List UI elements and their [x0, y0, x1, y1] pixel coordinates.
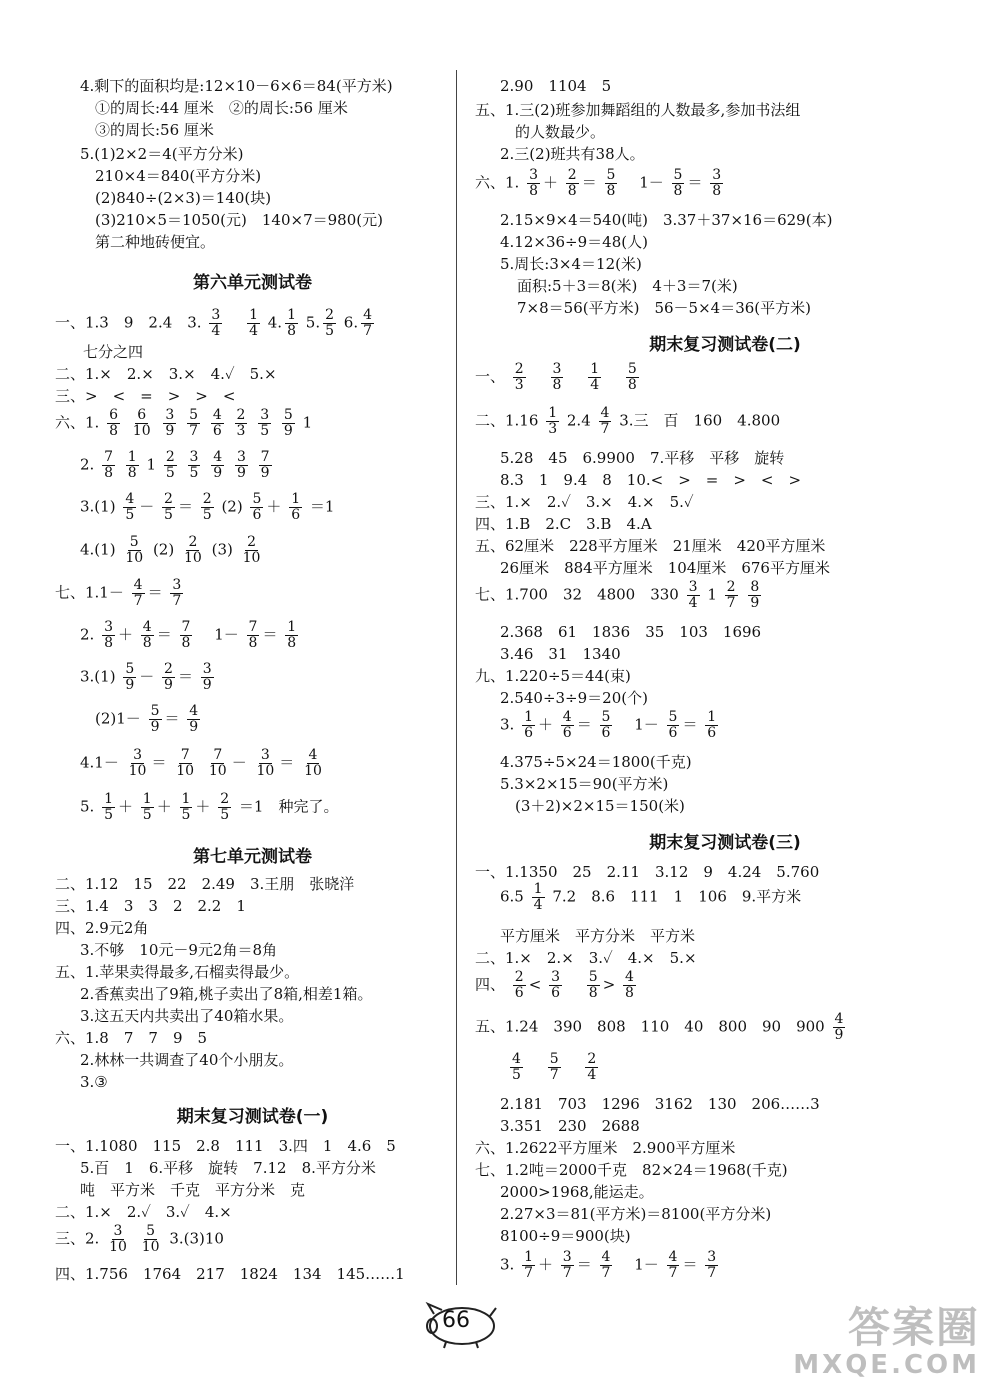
answer-line: 四、 $\frac{2}{6}$ < $\frac{3}{6}$ $\frac{5}{8}$ > $\frac{4}{8}$ [475, 969, 634, 1001]
answer-line: 2. $\frac{7}{8}$ $\frac{1}{8}$ 1 $\frac{2}{5}$ $\frac{3}{5}$ $\frac{4}{9}$ $\frac{3}{9}$ $\frac{7}{9}$ [80, 449, 270, 481]
section-heading: 期末复习测试卷(三) [649, 833, 801, 853]
answer-line: 5.(1)2×2＝4(平方分米) [80, 145, 244, 163]
answer-line: 七、1.700 32 4800 330 $\frac{3}{4}$ 1 $\frac{2}{7}$ $\frac{8}{9}$ [475, 579, 760, 611]
answer-line: 4.375÷5×24＝1800(千克) [500, 753, 692, 771]
answer-line: 3. $\frac{1}{6}$ ＋ $\frac{4}{6}$ ＝ $\frac{5}{6}$ 1－ $\frac{5}{6}$ ＝ $\frac{1}{6}$ [500, 709, 717, 741]
answer-line: 3.这五天内共卖出了40箱水果。 [80, 1007, 294, 1025]
section-heading: 第七单元测试卷 [193, 847, 312, 867]
answer-line: 四、1.B 2.C 3.B 4.A [475, 515, 652, 533]
answer-line: 7×8＝56(平方米) 56－5×4＝36(平方米) [517, 299, 811, 317]
answer-line: 六、1.8 7 7 9 5 [55, 1029, 208, 1047]
answer-line: 3.③ [80, 1073, 108, 1091]
answer-line: 5.周长:3×4＝12(米) [500, 255, 642, 273]
answer-line: 六、1. $\frac{6}{8}$ $\frac{6}{10}$ $\frac{3}{9}$ $\frac{5}{7}$ $\frac{4}{6}$ $\frac{2}{3}$ $\frac{3}{5}$ $\frac{5}{9}$ 1 [55, 407, 313, 439]
answer-line: 二、1.16 $\frac{1}{3}$ 2.4 $\frac{4}{7}$ 3.三 百 160 4.800 [475, 405, 781, 437]
answer-line: $\frac{4}{5}$ $\frac{5}{7}$ $\frac{2}{4}$ [512, 1051, 597, 1083]
answer-line: 4.1－ $\frac{3}{10}$ ＝ $\frac{7}{10}$ $\frac{7}{10}$ － $\frac{3}{10}$ ＝ $\frac{4}{10}$ [80, 747, 322, 779]
answer-line: ①的周长:44 厘米 ②的周长:56 厘米 [95, 99, 348, 117]
answer-line: 210×4＝840(平方分米) [95, 167, 262, 185]
answer-line: 三、> < = > > < [55, 387, 236, 405]
page-number: 66 [442, 1308, 470, 1333]
page-number-badge [420, 1300, 500, 1350]
answer-line: 二、1.× 2.✓ 3.✓ 4.× [55, 1203, 232, 1221]
answer-line: 二、1.× 2.× 3.× 4.✓ 5.× [55, 365, 277, 383]
answer-line: 5.28 45 6.9900 7.平移 平移 旋转 [500, 449, 785, 467]
answer-line: 一、 $\frac{2}{3}$ $\frac{3}{8}$ $\frac{1}{4}$ $\frac{5}{8}$ [475, 361, 637, 393]
answer-line: 3.351 230 2688 [500, 1117, 640, 1135]
answer-line: 8100÷9＝900(块) [500, 1227, 631, 1245]
answer-line: 六、1.2622平方厘米 2.900平方厘米 [475, 1139, 736, 1157]
answer-line: 一、1.1350 25 2.11 3.12 9 4.24 5.760 [475, 863, 820, 881]
answer-line: 五、1.苹果卖得最多,石榴卖得最少。 [55, 963, 300, 981]
answer-line: 第二种地砖便宜。 [95, 233, 216, 251]
watermark-bottom: MXQE.COM [793, 1350, 980, 1380]
answer-line: 四、1.756 1764 217 1824 134 145……1 [55, 1265, 405, 1283]
column-divider [456, 70, 457, 1285]
answer-line: 2.三(2)班共有38人。 [500, 145, 645, 163]
answer-line: 3.46 31 1340 [500, 645, 621, 663]
answer-line: 26厘米 884平方厘米 104厘米 676平方厘米 [500, 559, 830, 577]
answer-line: 2.540÷3÷9＝20(个) [500, 689, 648, 707]
answer-line: 2.90 1104 5 [500, 77, 612, 95]
section-heading: 期末复习测试卷(二) [649, 335, 801, 355]
answer-line: (3＋2)×2×15＝150(米) [515, 797, 685, 815]
answer-line: 6.5 $\frac{1}{4}$ 7.2 8.6 111 1 106 9.平方米 [500, 881, 802, 913]
answer-line: 七、1.2吨＝2000千克 82×24＝1968(千克) [475, 1161, 788, 1179]
answer-line: 平方厘米 平方分米 平方米 [500, 927, 696, 945]
answer-line: 8.3 1 9.4 8 10.< > = > < > [500, 471, 802, 489]
answer-line: 4.剩下的面积均是:12×10－6×6＝84(平方米) [80, 77, 393, 95]
answer-line: 二、1.12 15 22 2.49 3.王朋 张晓洋 [55, 875, 355, 893]
answer-line: 4.12×36÷9＝48(人) [500, 233, 648, 251]
answer-line: 3.(1) $\frac{4}{5}$ － $\frac{2}{5}$ ＝ $\frac{2}{5}$ (2) $\frac{5}{6}$ ＋ $\frac{1}{6}$ ＝1 [80, 491, 335, 523]
answer-line: 3. $\frac{1}{7}$ ＋ $\frac{3}{7}$ ＝ $\frac{4}{7}$ 1－ $\frac{4}{7}$ ＝ $\frac{3}{7}$ [500, 1249, 717, 1281]
answer-line: 2.香蕉卖出了9箱,桃子卖出了8箱,相差1箱。 [80, 985, 373, 1003]
answer-line: 一、1.1080 115 2.8 111 3.四 1 4.6 5 [55, 1137, 396, 1155]
answer-line: 3.不够 10元－9元2角＝8角 [80, 941, 278, 959]
answer-line: 七分之四 [83, 343, 144, 361]
answer-line: 三、1.4 3 3 2 2.2 1 [55, 897, 246, 915]
answer-line: 5.百 1 6.平移 旋转 7.12 8.平方分米 [80, 1159, 376, 1177]
answer-line: 2.181 703 1296 3162 130 206……3 [500, 1095, 820, 1113]
answer-line: 五、62厘米 228平方厘米 21厘米 420平方厘米 [475, 537, 826, 555]
answer-line: (2)840÷(2×3)＝140(块) [95, 189, 272, 207]
answer-line: 面积:5＋3＝8(米) 4＋3＝7(米) [517, 277, 738, 295]
answer-line: 九、1.220÷5＝44(束) [475, 667, 631, 685]
answer-line: 2.林林一共调查了40个小朋友。 [80, 1051, 294, 1069]
answer-line: 一、1.3 9 2.4 3. $\frac{3}{4}$ $\frac{1}{4}$ 4. $\frac{1}{8}$ 5. $\frac{2}{5}$ 6. $\frac{4}{7}$ [55, 307, 373, 339]
answer-line: 2.27×3＝81(平方米)＝8100(平方分米) [500, 1205, 772, 1223]
answer-line: 二、1.× 2.× 3.✓ 4.× 5.× [475, 949, 697, 967]
answer-line: 吨 平方米 千克 平方分米 克 [80, 1181, 306, 1199]
answer-line: 5. $\frac{1}{5}$ ＋ $\frac{1}{5}$ ＋ $\frac{1}{5}$ ＋ $\frac{2}{5}$ ＝1 种完了。 [80, 791, 339, 823]
section-heading: 第六单元测试卷 [193, 273, 312, 293]
answer-line: 三、1.× 2.✓ 3.× 4.× 5.✓ [475, 493, 694, 511]
answer-line: 5.3×2×15＝90(平方米) [500, 775, 669, 793]
answer-line: 2000>1968,能运走。 [500, 1183, 654, 1201]
answer-line: 3.(1) $\frac{5}{9}$ － $\frac{2}{9}$ ＝ $\frac{3}{9}$ [80, 661, 212, 693]
answer-line: 五、1.三(2)班参加舞蹈组的人数最多,参加书法组 [475, 101, 801, 119]
answer-line: 四、2.9元2角 [55, 919, 149, 937]
answer-line: 4.(1) $\frac{5}{10}$ (2) $\frac{2}{10}$ (3) $\frac{2}{10}$ [80, 534, 261, 566]
answer-line: 三、2. $\frac{3}{10}$ $\frac{5}{10}$ 3.(3)10 [55, 1223, 224, 1255]
answer-line: 2.368 61 1836 35 103 1696 [500, 623, 762, 641]
answer-line: 五、1.24 390 808 110 40 800 90 900 $\frac{4}{9}$ [475, 1011, 844, 1043]
watermark-logo [793, 1295, 980, 1380]
answer-line: (3)210×5＝1050(元) 140×7＝980(元) [95, 211, 383, 229]
answer-line: ③的周长:56 厘米 [95, 121, 214, 139]
answer-line: 2.15×9×4＝540(吨) 3.37＋37×16＝629(本) [500, 211, 833, 229]
section-heading: 期末复习测试卷(一) [176, 1107, 329, 1127]
answer-line: 六、1. $\frac{3}{8}$ ＋ $\frac{2}{8}$ ＝ $\frac{5}{8}$ 1－ $\frac{5}{8}$ ＝ $\frac{3}{8}$ [475, 167, 722, 199]
answer-line: (2)1－ $\frac{5}{9}$ ＝ $\frac{4}{9}$ [95, 703, 199, 735]
answer-line: 2. $\frac{3}{8}$ ＋ $\frac{4}{8}$ ＝ $\frac{7}{8}$ 1－ $\frac{7}{8}$ ＝ $\frac{1}{8}$ [80, 619, 297, 651]
answer-line: 的人数最少。 [515, 123, 606, 141]
watermark-top: 答案圈 [847, 1303, 980, 1352]
answer-line: 七、1.1－ $\frac{4}{7}$ ＝ $\frac{3}{7}$ [55, 577, 182, 609]
